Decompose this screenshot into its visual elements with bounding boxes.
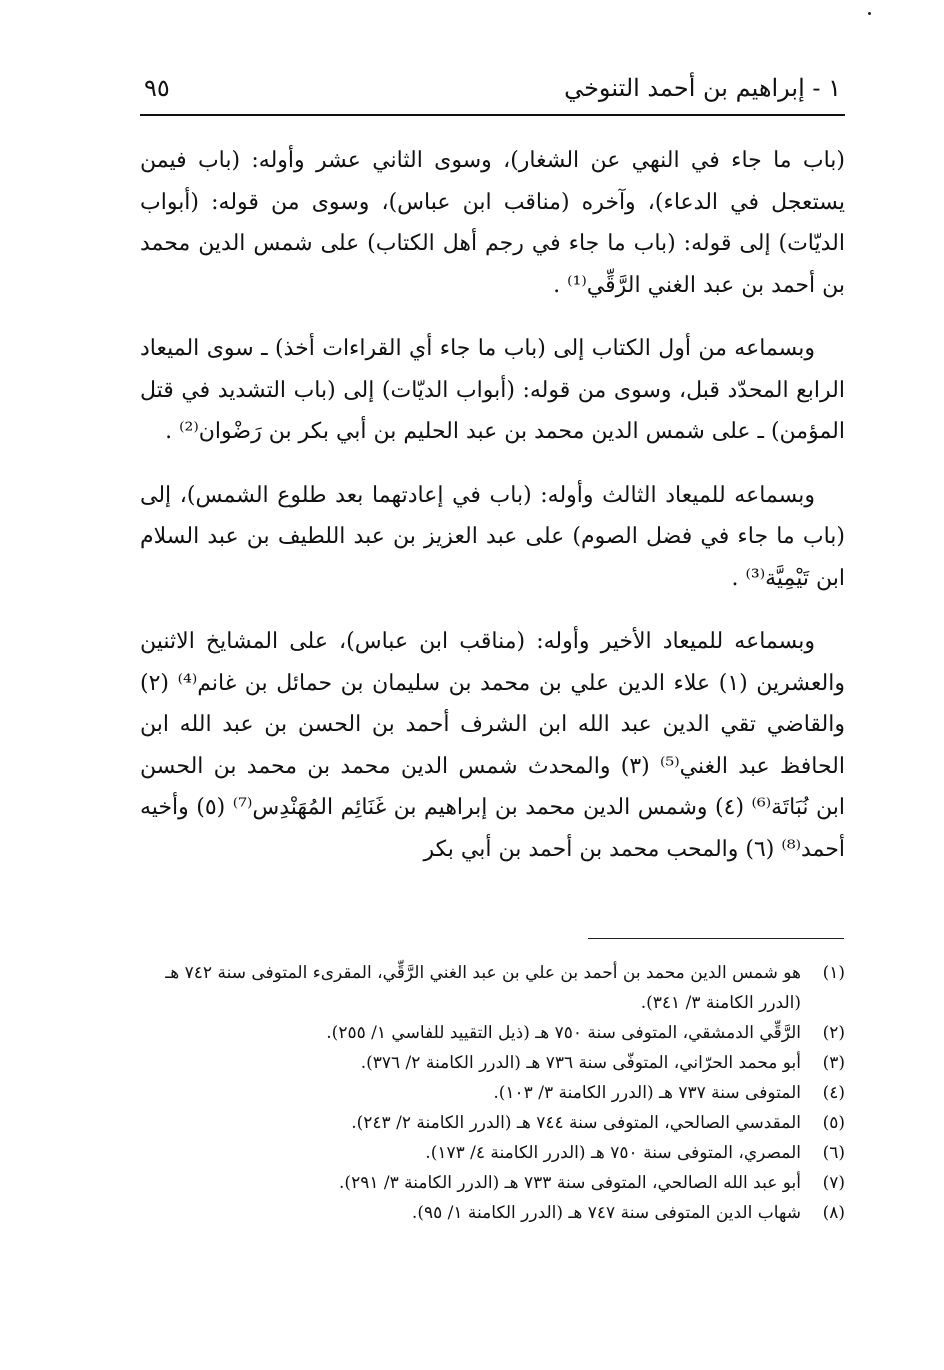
footnote-text: أبو عبد الله الصالحي، المتوفى سنة ٧٣٣ هـ (الدرر الكامنة ٣/ ٢٩١).	[339, 1173, 801, 1193]
footnote-text: المقدسي الصالحي، المتوفى سنة ٧٤٤ هـ (الدرر الكامنة ٢/ ٢٤٣).	[351, 1113, 801, 1133]
footnote-text: شهاب الدين المتوفى سنة ٧٤٧ هـ (الدرر الكامنة ١/ ٩٥).	[411, 1203, 801, 1223]
footnote-2	[150, 1018, 845, 1048]
footnote-7	[150, 1168, 845, 1198]
footnote-text: المصري، المتوفى سنة ٧٥٠ هـ (الدرر الكامنة ٤/ ١٧٣).	[425, 1143, 801, 1163]
footnote-number: (٥)	[822, 1113, 845, 1133]
footnote-text: هو شمس الدين محمد بن أحمد بن علي بن عبد الغني الرَّقِّي، المقرىء المتوفى سنة ٧٤٢ هـ (الدرر الكامنة ٣/ ٣٤١).	[165, 963, 801, 1013]
footnote-number: (٨)	[822, 1203, 845, 1223]
footnote-number: (٦)	[822, 1143, 845, 1163]
paragraph-1: (باب ما جاء في النهي عن الشغار)، وسوى الثاني عشر وأوله: (باب فيمن يستعجل في الدعاء)، وآخره (مناقب ابن عباس)، وسوى من قوله: (أبواب الديّات) إلى قوله: (باب ما جاء في رجم أهل الكتاب) على شمس الدين محمد بن أحمد بن عبد الغني الرَّقِّي⁽¹⁾ .	[140, 148, 845, 298]
footnotes	[150, 958, 845, 1228]
speck-mark	[868, 12, 871, 15]
footnote-text: الرَّقِّي الدمشقي، المتوفى سنة ٧٥٠ هـ (ذيل التقييد للفاسي ١/ ٢٥٥).	[326, 1023, 801, 1043]
footnote-number: (٧)	[822, 1173, 845, 1193]
main-text	[140, 140, 845, 892]
footnote-5	[150, 1108, 845, 1138]
paragraph-3: وبسماعه للميعاد الثالث وأوله: (باب في إعادتهما بعد طلوع الشمس)، إلى (باب ما جاء في فضل الصوم) على عبد العزيز بن عبد اللطيف بن عبد السلام ابن تَيْمِيَّة⁽³⁾ .	[140, 482, 845, 591]
footnote-text: المتوفى سنة ٧٣٧ هـ (الدرر الكامنة ٣/ ١٠٣).	[493, 1083, 801, 1103]
footnote-separator	[588, 938, 844, 939]
footnote-3	[150, 1048, 845, 1078]
footnote-number: (٣)	[822, 1053, 845, 1073]
footnote-number: (٢)	[822, 1023, 845, 1043]
footnote-1	[150, 958, 845, 1018]
paragraph-4: وبسماعه للميعاد الأخير وأوله: (مناقب ابن عباس)، على المشايخ الاثنين والعشرين (١) علاء الدين علي بن محمد بن سليمان بن حمائل بن غانم⁽⁴⁾ (٢) والقاضي تقي الدين عبد الله ابن الشرف أحمد بن الحسن بن عبد الله ابن الحافظ عبد الغني⁽⁵⁾ (٣) والمحدث شمس الدين محمد بن محمد بن الحسن ابن نُبَاتَة⁽⁶⁾ (٤) وشمس الدين محمد بن إبراهيم بن غَنَائِم المُهَنْدِس⁽⁷⁾ (٥) وأخيه أحمد⁽⁸⁾ (٦) والمحب محمد بن أحمد بن أبي بكر	[140, 629, 846, 862]
page-number: ٩٥	[144, 74, 170, 102]
footnote-6	[150, 1138, 845, 1168]
footnote-4	[150, 1078, 845, 1108]
chapter-title: ١ - إبراهيم بن أحمد التنوخي	[564, 74, 841, 102]
footnote-text: أبو محمد الحرّاني، المتوفّى سنة ٧٣٦ هـ (الدرر الكامنة ٢/ ٣٧٦).	[360, 1053, 801, 1073]
footnote-8	[150, 1198, 845, 1228]
footnote-number: (١)	[822, 963, 845, 983]
footnote-number: (٤)	[822, 1083, 845, 1103]
paragraph-2: وبسماعه من أول الكتاب إلى (باب ما جاء أي القراءات أخذ) ـ سوى الميعاد الرابع المحدّد قبل، وسوى من قوله: (أبواب الديّات) إلى (باب التشديد في قتل المؤمن) ـ على شمس الدين محمد بن عبد الحليم بن أبي بكر بن رَضْوان⁽²⁾ .	[140, 336, 845, 444]
running-header	[140, 68, 845, 116]
